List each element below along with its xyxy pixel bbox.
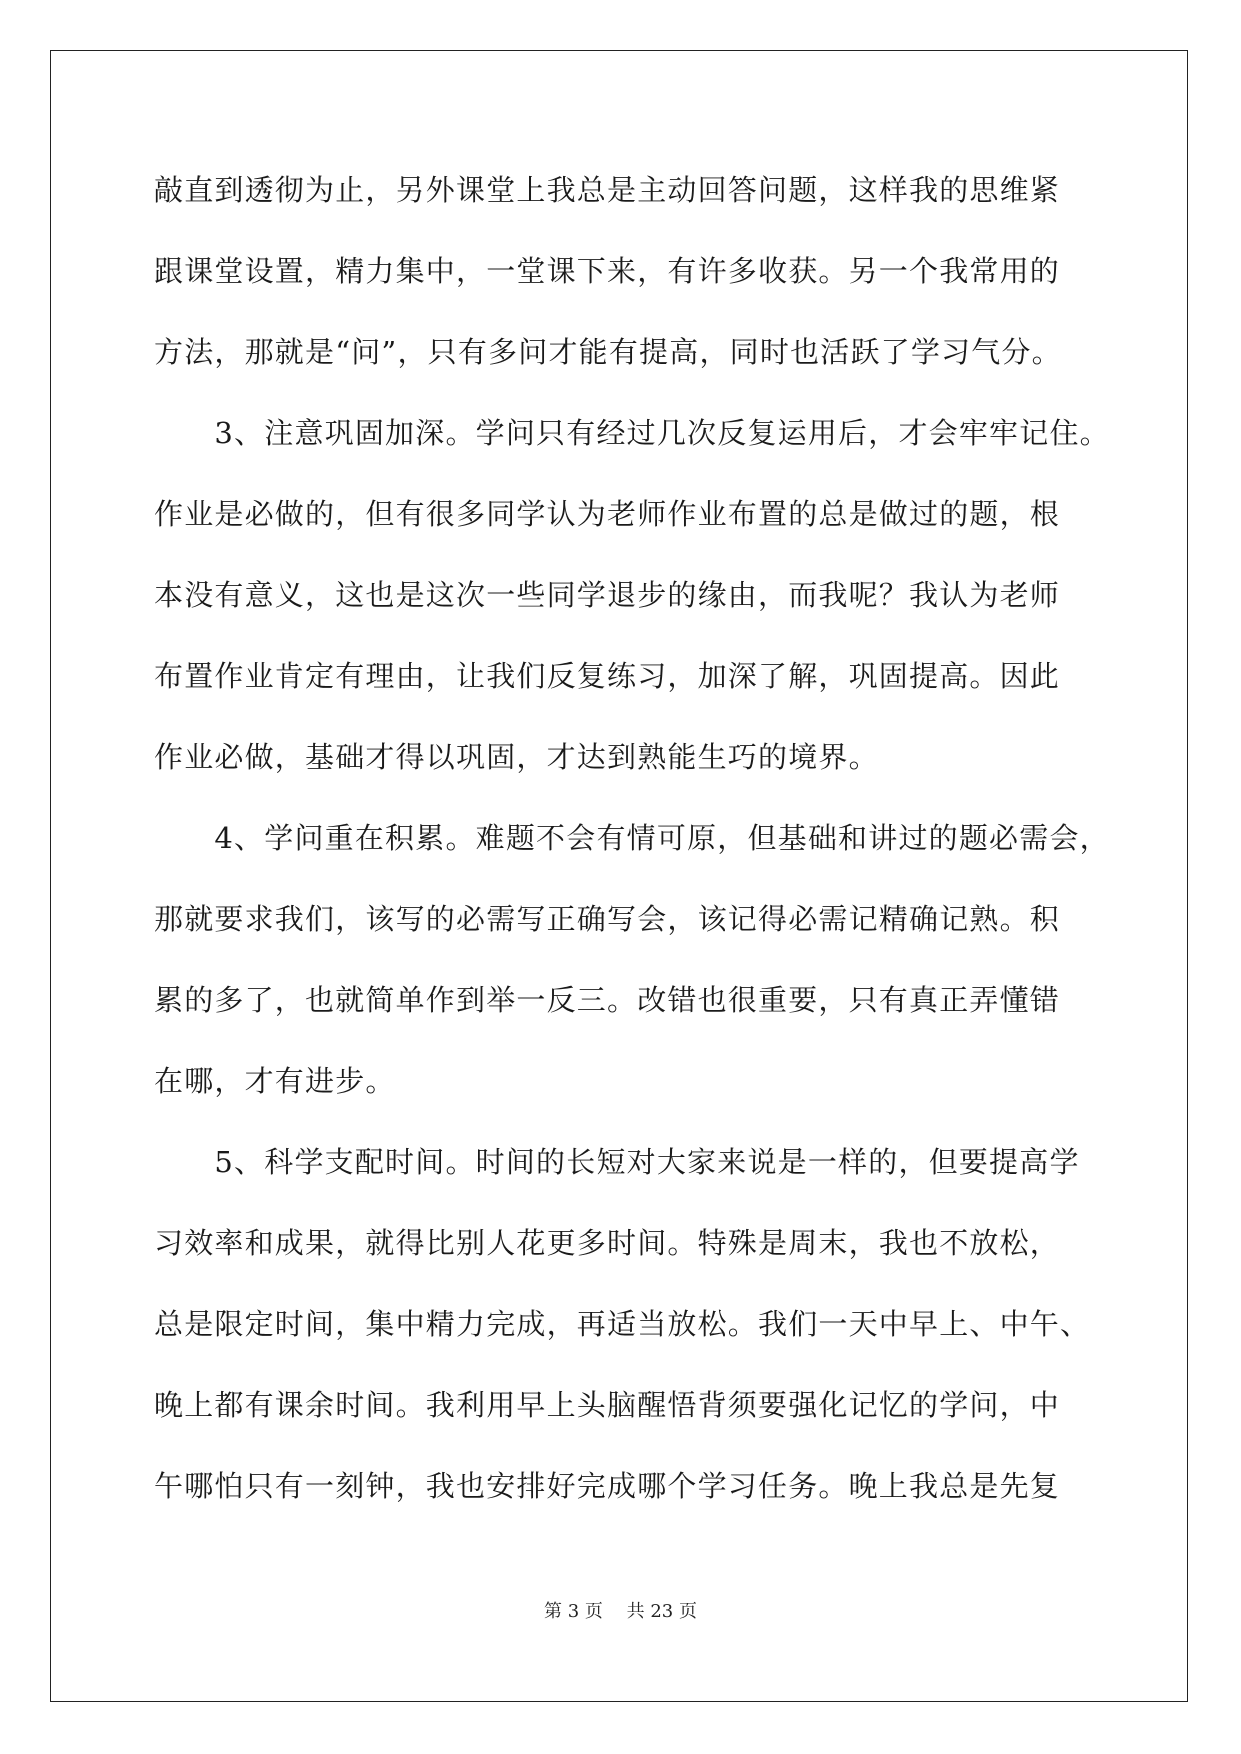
text-line: 晚上都有课余时间。我利用早上头脑醒悟背须要强化记忆的学问，中 [154, 1388, 1061, 1422]
page-number-footer: 第 3 页 共 23 页 [544, 1601, 697, 1622]
text-line: 跟课堂设置，精力集中，一堂课下来，有许多收获。另一个我常用的 [154, 254, 1061, 288]
document-body [154, 150, 1110, 1527]
text-line: 4、学问重在积累。难题不会有情可原，但基础和讲过的题必需会， [154, 821, 1110, 855]
text-line: 3、注意巩固加深。学问只有经过几次反复运用后，才会牢牢记住。 [154, 416, 1110, 450]
text-line: 敲直到透彻为止，另外课堂上我总是主动回答问题，这样我的思维紧 [154, 173, 1061, 207]
text-line: 午哪怕只有一刻钟，我也安排好完成哪个学习任务。晚上我总是先复 [154, 1469, 1061, 1503]
text-line: 总是限定时间，集中精力完成，再适当放松。我们一天中早上、中午、 [154, 1307, 1091, 1341]
text-line: 那就要求我们，该写的必需写正确写会，该记得必需记精确记熟。积 [154, 902, 1061, 936]
text-line: 作业必做，基础才得以巩固，才达到熟能生巧的境界。 [154, 740, 879, 774]
text-line: 方法，那就是“问”，只有多问才能有提高，同时也活跃了学习气分。 [154, 335, 1062, 369]
text-line: 布置作业肯定有理由，让我们反复练习，加深了解，巩固提高。因此 [154, 659, 1061, 693]
text-line: 累的多了，也就简单作到举一反三。改错也很重要，只有真正弄懂错 [154, 983, 1061, 1017]
text-line: 本没有意义，这也是这次一些同学退步的缘由，而我呢？我认为老师 [154, 578, 1061, 612]
text-line: 作业是必做的，但有很多同学认为老师作业布置的总是做过的题，根 [154, 497, 1061, 531]
text-line: 在哪，才有进步。 [154, 1064, 396, 1098]
text-line: 习效率和成果，就得比别人花更多时间。特殊是周末，我也不放松， [154, 1226, 1061, 1260]
text-line: 5、科学支配时间。时间的长短对大家来说是一样的，但要提高学 [154, 1145, 1080, 1179]
